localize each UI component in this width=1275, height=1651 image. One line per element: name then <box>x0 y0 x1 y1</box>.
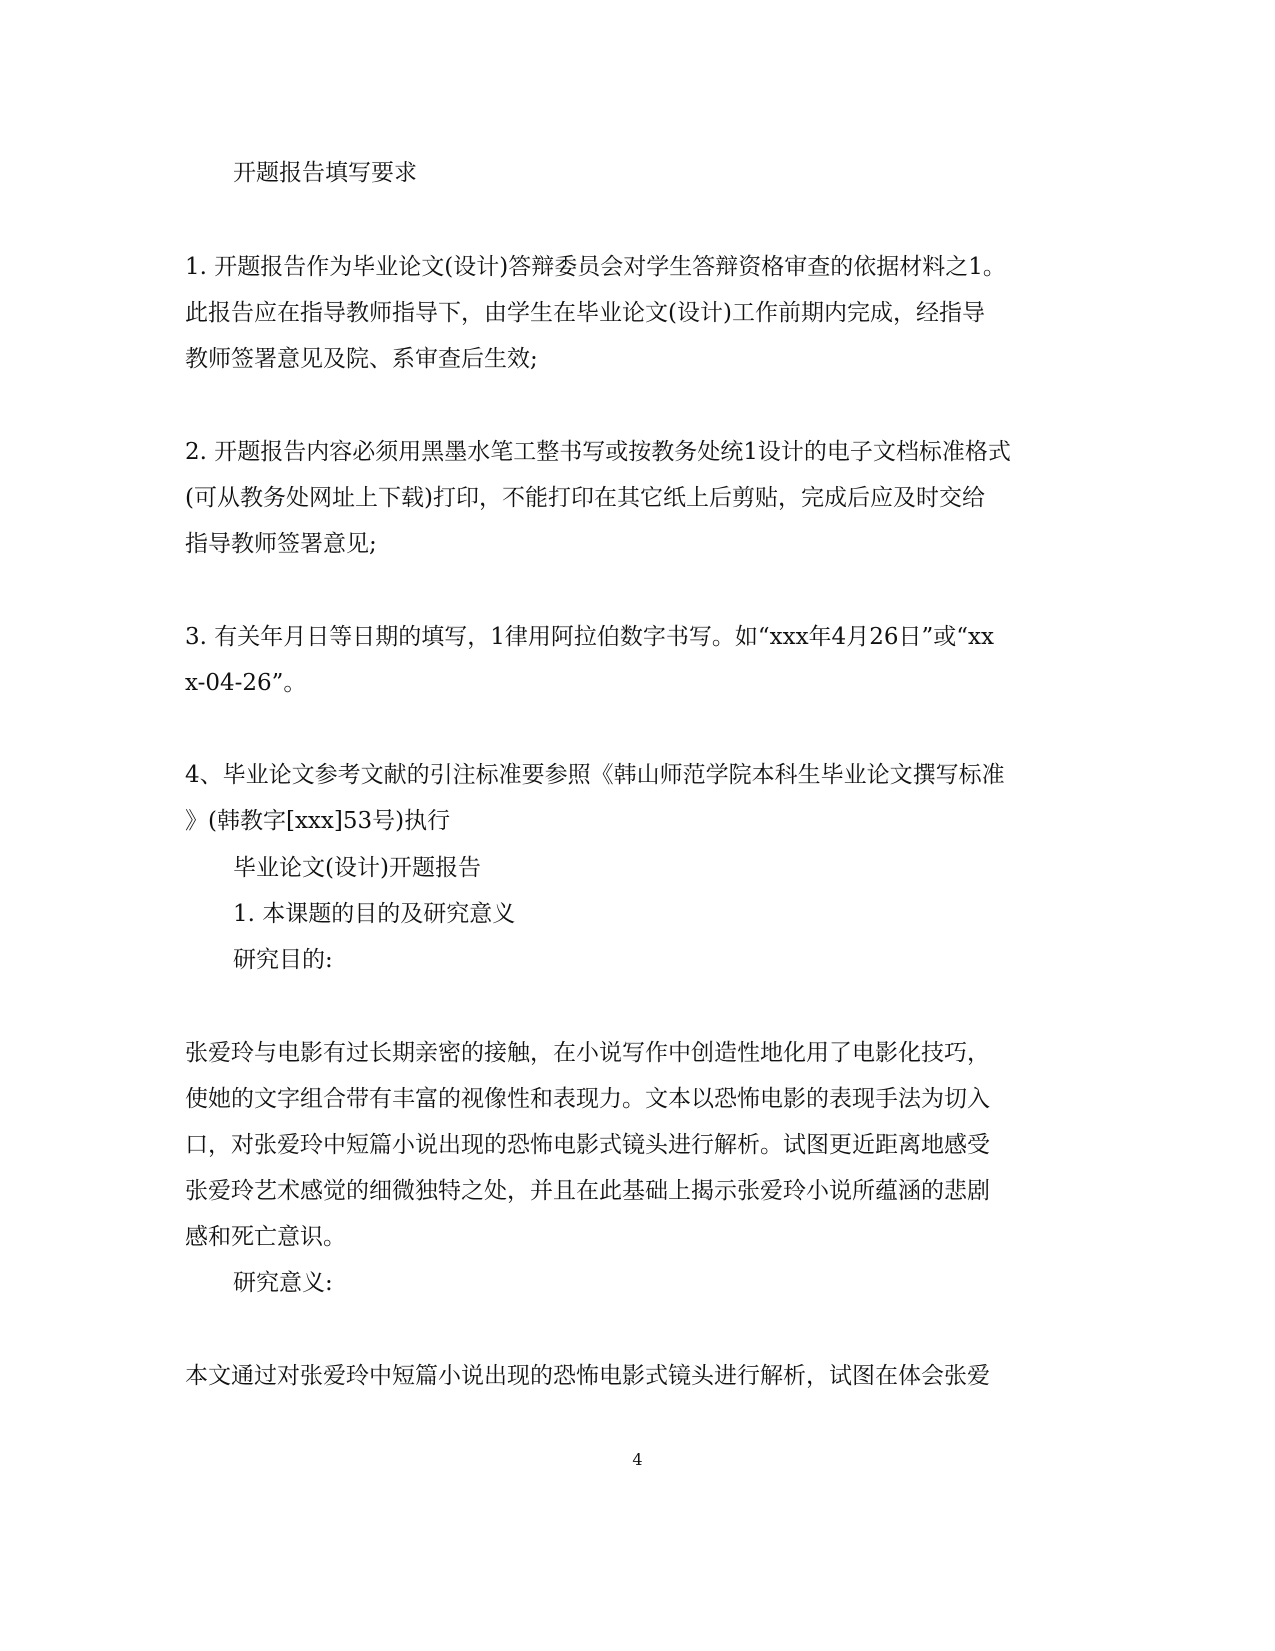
subsection-heading: 研究意义: <box>233 1270 333 1296</box>
paragraph-line: 张爱玲艺术感觉的细微独特之处，并且在此基础上揭示张爱玲小说所蕴涵的悲剧 <box>185 1178 990 1204</box>
paragraph-line: 张爱玲与电影有过长期亲密的接触，在小说写作中创造性地化用了电影化技巧， <box>185 1040 990 1066</box>
paragraph-line: 1. 开题报告作为毕业论文(设计)答辩委员会对学生答辩资格审查的依据材料之1。 <box>185 254 1006 280</box>
paragraph-line: (可从教务处网址上下载)打印，不能打印在其它纸上后剪贴，完成后应及时交给 <box>185 485 985 511</box>
paragraph-line: x-04-26”。 <box>185 670 307 696</box>
paragraph-line: 口，对张爱玲中短篇小说出现的恐怖电影式镜头进行解析。试图更近距离地感受 <box>185 1132 990 1158</box>
paragraph-line: 4、毕业论文参考文献的引注标准要参照《韩山师范学院本科生毕业论文撰写标准 <box>185 762 1005 788</box>
paragraph-line: 》(韩教字[xxx]53号)执行 <box>185 808 451 834</box>
page-number: 4 <box>632 1450 643 1469</box>
paragraph-line: 此报告应在指导教师指导下，由学生在毕业论文(设计)工作前期内完成，经指导 <box>185 300 985 326</box>
section-heading: 1. 本课题的目的及研究意义 <box>233 901 516 927</box>
report-title: 毕业论文(设计)开题报告 <box>233 855 481 881</box>
requirements-heading: 开题报告填写要求 <box>233 160 417 186</box>
paragraph-line: 指导教师签署意见; <box>185 531 377 557</box>
paragraph-line: 使她的文字组合带有丰富的视像性和表现力。文本以恐怖电影的表现手法为切入 <box>185 1086 990 1112</box>
paragraph-line: 本文通过对张爱玲中短篇小说出现的恐怖电影式镜头进行解析，试图在体会张爱 <box>185 1363 990 1389</box>
paragraph-line: 2. 开题报告内容必须用黑墨水笔工整书写或按教务处统1设计的电子文档标准格式 <box>185 439 1011 465</box>
subsection-heading: 研究目的: <box>233 947 333 973</box>
paragraph-line: 感和死亡意识。 <box>185 1224 346 1250</box>
paragraph-line: 教师签署意见及院、系审查后生效; <box>185 346 538 372</box>
paragraph-line: 3. 有关年月日等日期的填写，1律用阿拉伯数字书写。如“xxx年4月26日”或“xx <box>185 624 994 650</box>
